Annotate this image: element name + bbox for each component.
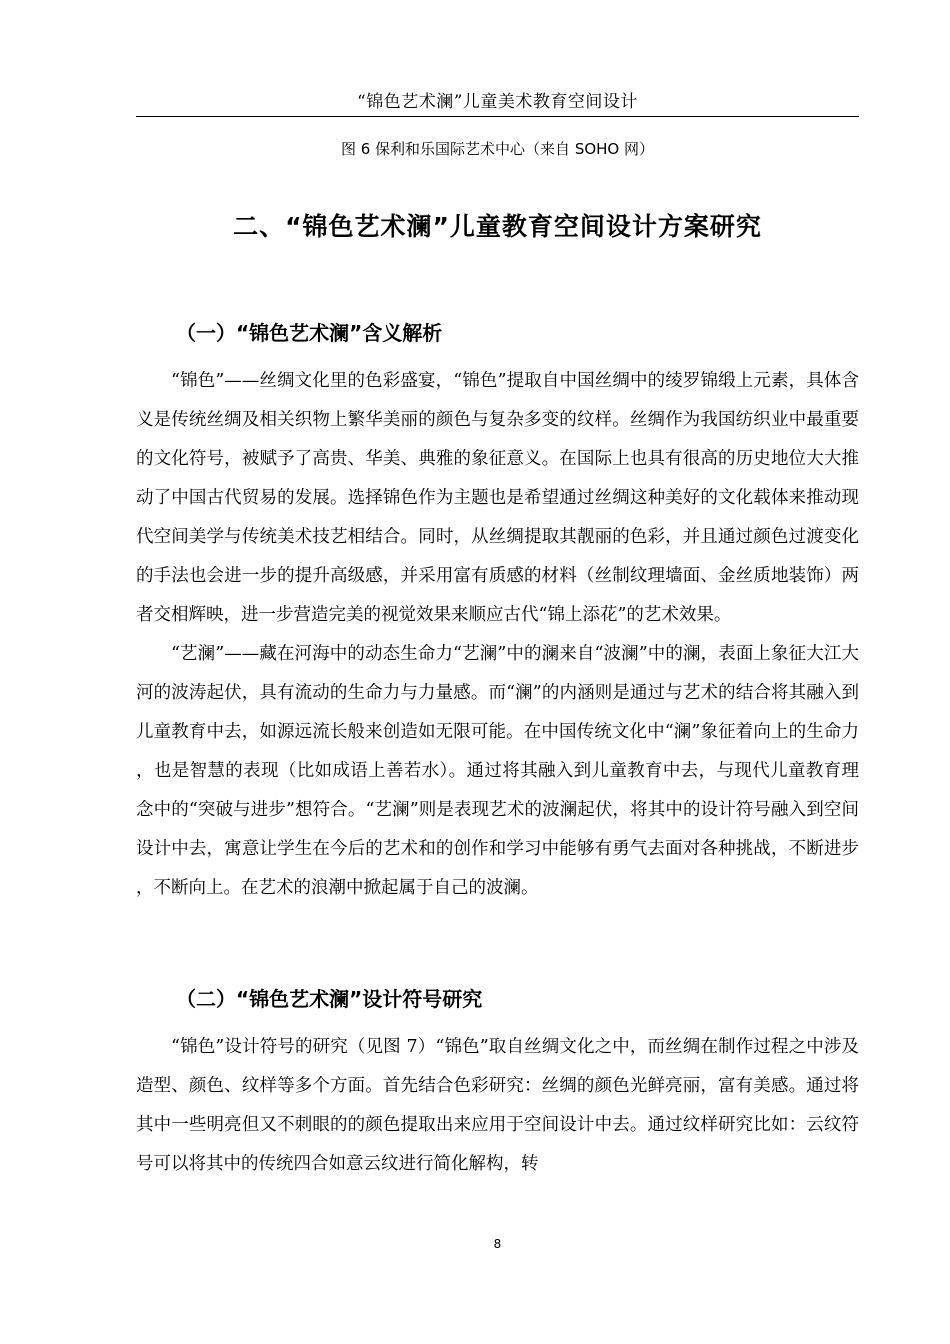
header-divider bbox=[136, 116, 859, 117]
paragraph-jinse: “锦色”——丝绸文化里的色彩盛宴，“锦色”提取自中国丝绸中的绫罗锦缎上元素，具体含义是传统丝绸及相关织物上繁华美丽的颜色与复杂多变的纹样。丝绸作为我国纺织业中最重要的文化符号，被赋予了高贵、华美、典雅的象征意义。在国际上也具有很高的历史地位大大推动了中国古代贸易的发展。选择锦色作为主题也是希望通过丝绸这种美好的文化载体来推动现代空间美学与传统美术技艺相结合。同时，从丝绸提取其靓丽的色彩，并且通过颜色过渡变化的手法也会进一步的提升高级感，并采用富有质感的材料（丝制纹理墙面、金丝质地装饰）两者交相辉映，进一步营造完美的视觉效果来顺应古代“锦上添花”的艺术效果。 bbox=[136, 371, 859, 625]
paragraph-design-symbols: “锦色”设计符号的研究（见图 7）“锦色”取自丝绸文化之中，而丝绸在制作过程之中涉及造型、颜色、纹样等多个方面。首先结合色彩研究：丝绸的颜色光鲜亮丽，富有美感。通过将其中一些明亮但又不刺眼的的颜色提取出来应用于空间设计中去。通过纹样研究比如：云纹符号可以将其中的传统四合如意云纹进行简化解构，转 bbox=[136, 1037, 859, 1174]
section-heading-1: （一）“锦色艺术澜”含义解析 bbox=[176, 321, 443, 345]
paragraph-yilan: “艺澜”——藏在河海中的动态生命力“艺澜”中的澜来自“波澜”中的澜，表面上象征大江大河的波涛起伏，具有流动的生命力与力量感。而“澜”的内涵则是通过与艺术的结合将其融入到儿童教育中去，如源远流长般来创造如无限可能。在中国传统文化中“澜”象征着向上的生命力，也是智慧的表现（比如成语上善若水）。通过将其融入到儿童教育中去，与现代儿童教育理念中的“突破与进步”想符合。“艺澜”则是表现艺术的波澜起伏，将其中的设计符号融入到空间设计中去，寓意让学生在今后的艺术和的创作和学习中能够有勇气去面对各种挑战，不断进步，不断向上。在艺术的浪潮中掀起属于自己的波澜。 bbox=[136, 644, 859, 898]
section-1-body bbox=[136, 362, 859, 908]
page-number: 8 bbox=[493, 1237, 502, 1251]
figure-caption: 图 6 保利和乐国际艺术中心（来自 SOHO 网） bbox=[340, 140, 655, 158]
section-2-body bbox=[136, 1028, 859, 1184]
section-heading-2: （二）“锦色艺术澜”设计符号研究 bbox=[176, 987, 483, 1011]
running-header: “锦色艺术澜”儿童美术教育空间设计 bbox=[357, 92, 638, 112]
chapter-title: 二、“锦色艺术澜”儿童教育空间设计方案研究 bbox=[233, 212, 762, 241]
